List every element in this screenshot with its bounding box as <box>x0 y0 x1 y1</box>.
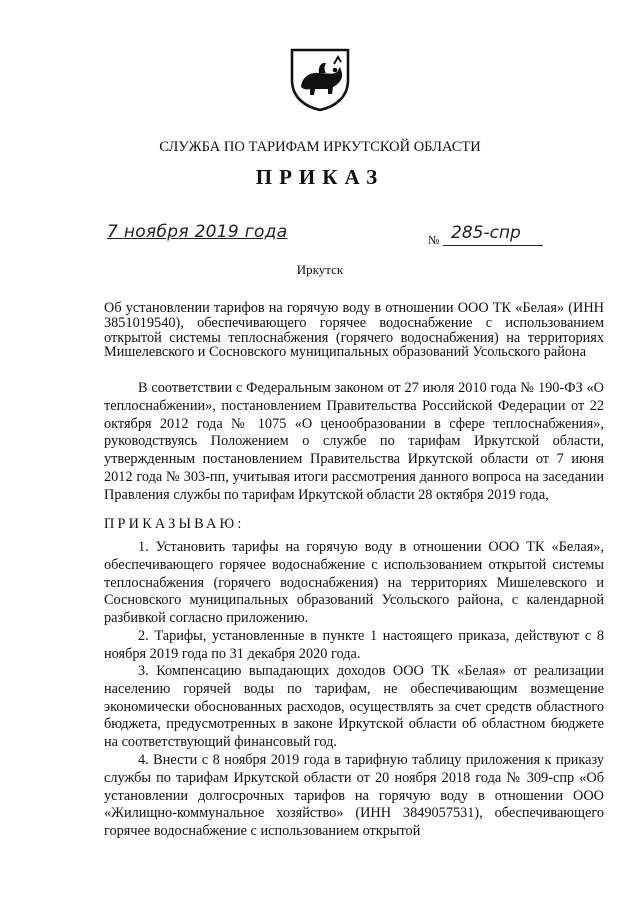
number-label: № <box>428 233 440 247</box>
order-item-2: 2. Тарифы, установленные в пункте 1 настоящего приказа, действуют с 8 ноября 2019 года по 31 декабря 2020 года. <box>104 628 604 662</box>
order-item-4: 4. Внести с 8 ноября 2019 года в тарифную таблицу приложения к приказу службы по тарифам Иркутской области от 20 ноября 2018 года № 309-спр «Об установлении долгосрочных тарифов на горячую воду в отношении ООО «Жилищно-коммунальное хозяйство» (ИНН 3849057531), обеспечивающего горячее водоснабжение с использованием открытой <box>104 752 604 840</box>
document-title: ПРИКАЗ <box>255 165 385 189</box>
order-item-3: 3. Компенсацию выпадающих доходов ООО ТК «Белая» от реализации населению горячей воды по тарифам, не обеспечивающим возмещение экономически обоснованных расходов, осуществлять за счет средств областного бюджета, предусмотренных в законе Иркутской области об областном бюджете на соответствующий финансовый год. <box>104 663 604 751</box>
order-word: ПРИКАЗЫВАЮ: <box>104 516 245 532</box>
document-date: 7 ноября 2019 года <box>107 222 288 242</box>
subject-heading: Об установлении тарифов на горячую воду в отношении ООО ТК «Белая» (ИНН 3851019540), обеспечивающего горячее водоснабжение с использованием открытой системы теплоснабжения (горячего водоснабжения) на территориях Мишелевского и Сосновского муниципальных образований Усольского района <box>104 300 604 361</box>
preamble-paragraph: В соответствии с Федеральным законом от 27 июля 2010 года № 190-ФЗ «О теплоснабжении», постановлением Правительства Российской Федерации от 22 октября 2012 года № 1075 «О ценообразовании в сфере теплоснабжения», руководствуясь Положением о службе по тарифам Иркутской области, утвержденным постановлением Правительства Иркутской области от 7 июня 2012 года № 303-пп, учитывая итоги рассмотрения данного вопроса на заседании Правления службы по тарифам Иркутской области 28 октября 2019 года, <box>104 380 604 503</box>
city: Иркутск <box>296 262 344 277</box>
document-number: 285-спр <box>451 223 521 243</box>
agency-name: СЛУЖБА ПО ТАРИФАМ ИРКУТСКОЙ ОБЛАСТИ <box>159 139 481 155</box>
order-item-1: 1. Установить тарифы на горячую воду в отношении ООО ТК «Белая», обеспечивающего горячее водоснабжение с использованием открытой системы теплоснабжения (горячего водоснабжения) на территориях Мишелевского и Сосновского муниципальных образований Усольского района, с календарной разбивкой согласно приложению. <box>104 539 604 627</box>
coat-of-arms-icon <box>288 46 352 112</box>
number-underline <box>443 245 543 246</box>
